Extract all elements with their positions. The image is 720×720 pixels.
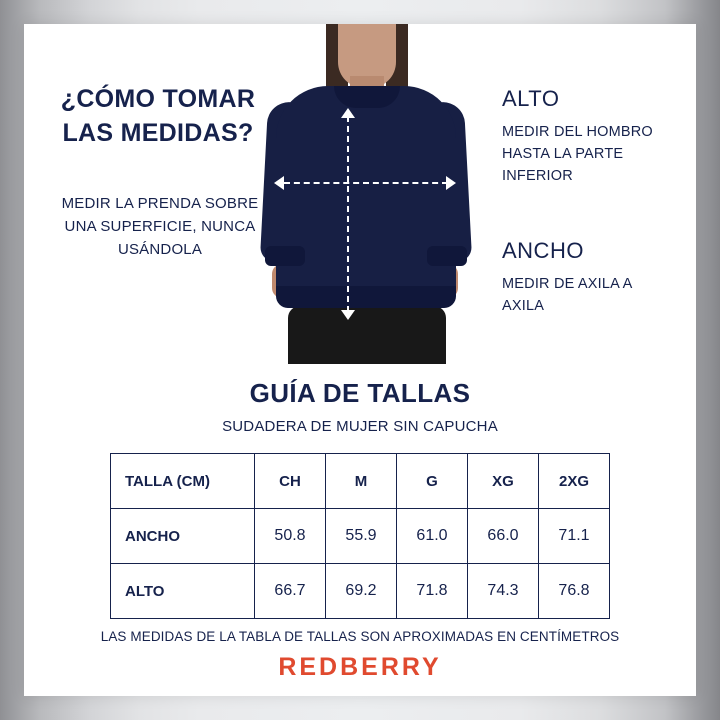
table-row (111, 509, 610, 564)
cuff-left (265, 246, 305, 266)
alto-description: MEDIR DEL HOMBRO HASTA LA PARTE INFERIOR (502, 124, 653, 184)
table-header-row (111, 454, 610, 509)
table-header-cell: TALLA (CM) (111, 454, 255, 509)
ancho-description: MEDIR DE AXILA A AXILA (502, 276, 632, 314)
size-guide-card (24, 24, 696, 696)
table-cell: 74.3 (468, 564, 539, 619)
size-table (110, 453, 610, 619)
row-label: ANCHO (111, 509, 255, 564)
size-guide-subtitle: SUDADERA DE MUJER SIN CAPUCHA (222, 418, 498, 435)
table-header-cell: G (397, 454, 468, 509)
width-measure-line (284, 182, 448, 184)
size-guide-title: GUÍA DE TALLAS (249, 378, 471, 408)
measure-instructions: MEDIR LA PRENDA SOBRE UNA SUPERFICIE, NUNCA USÁNDOLA (61, 195, 259, 258)
alto-title: ALTO (502, 86, 560, 111)
table-header-cell: 2XG (539, 454, 610, 509)
table-note: LAS MEDIDAS DE LA TABLA DE TALLAS SON APROXIMADAS EN CENTÍMETROS (100, 629, 620, 644)
table-row (111, 564, 610, 619)
table-cell: 66.0 (468, 509, 539, 564)
table-cell: 71.1 (539, 509, 610, 564)
top-section (24, 24, 696, 364)
height-arrow-up-icon (341, 108, 355, 118)
ancho-block (502, 238, 677, 317)
sweatshirt-garment (276, 86, 456, 308)
table-cell: 55.9 (326, 509, 397, 564)
width-arrow-left-icon (274, 176, 284, 190)
alto-block (502, 86, 677, 187)
model-pants (288, 306, 446, 364)
row-label: ALTO (111, 564, 255, 619)
cuff-right (427, 246, 467, 266)
height-measure-line (347, 116, 349, 312)
table-header-cell: CH (255, 454, 326, 509)
table-header-cell: XG (468, 454, 539, 509)
table-cell: 76.8 (539, 564, 610, 619)
brand-logo: REDBERRY (278, 653, 442, 681)
table-cell: 61.0 (397, 509, 468, 564)
page-title: ¿CÓMO TOMAR LAS MEDIDAS? (60, 85, 256, 147)
table-cell: 69.2 (326, 564, 397, 619)
table-cell: 50.8 (255, 509, 326, 564)
ancho-title: ANCHO (502, 238, 584, 263)
table-header-cell: M (326, 454, 397, 509)
width-arrow-right-icon (446, 176, 456, 190)
height-arrow-down-icon (341, 310, 355, 320)
table-cell: 66.7 (255, 564, 326, 619)
hem (276, 286, 456, 308)
table-cell: 71.8 (397, 564, 468, 619)
model-illustration (242, 24, 488, 364)
